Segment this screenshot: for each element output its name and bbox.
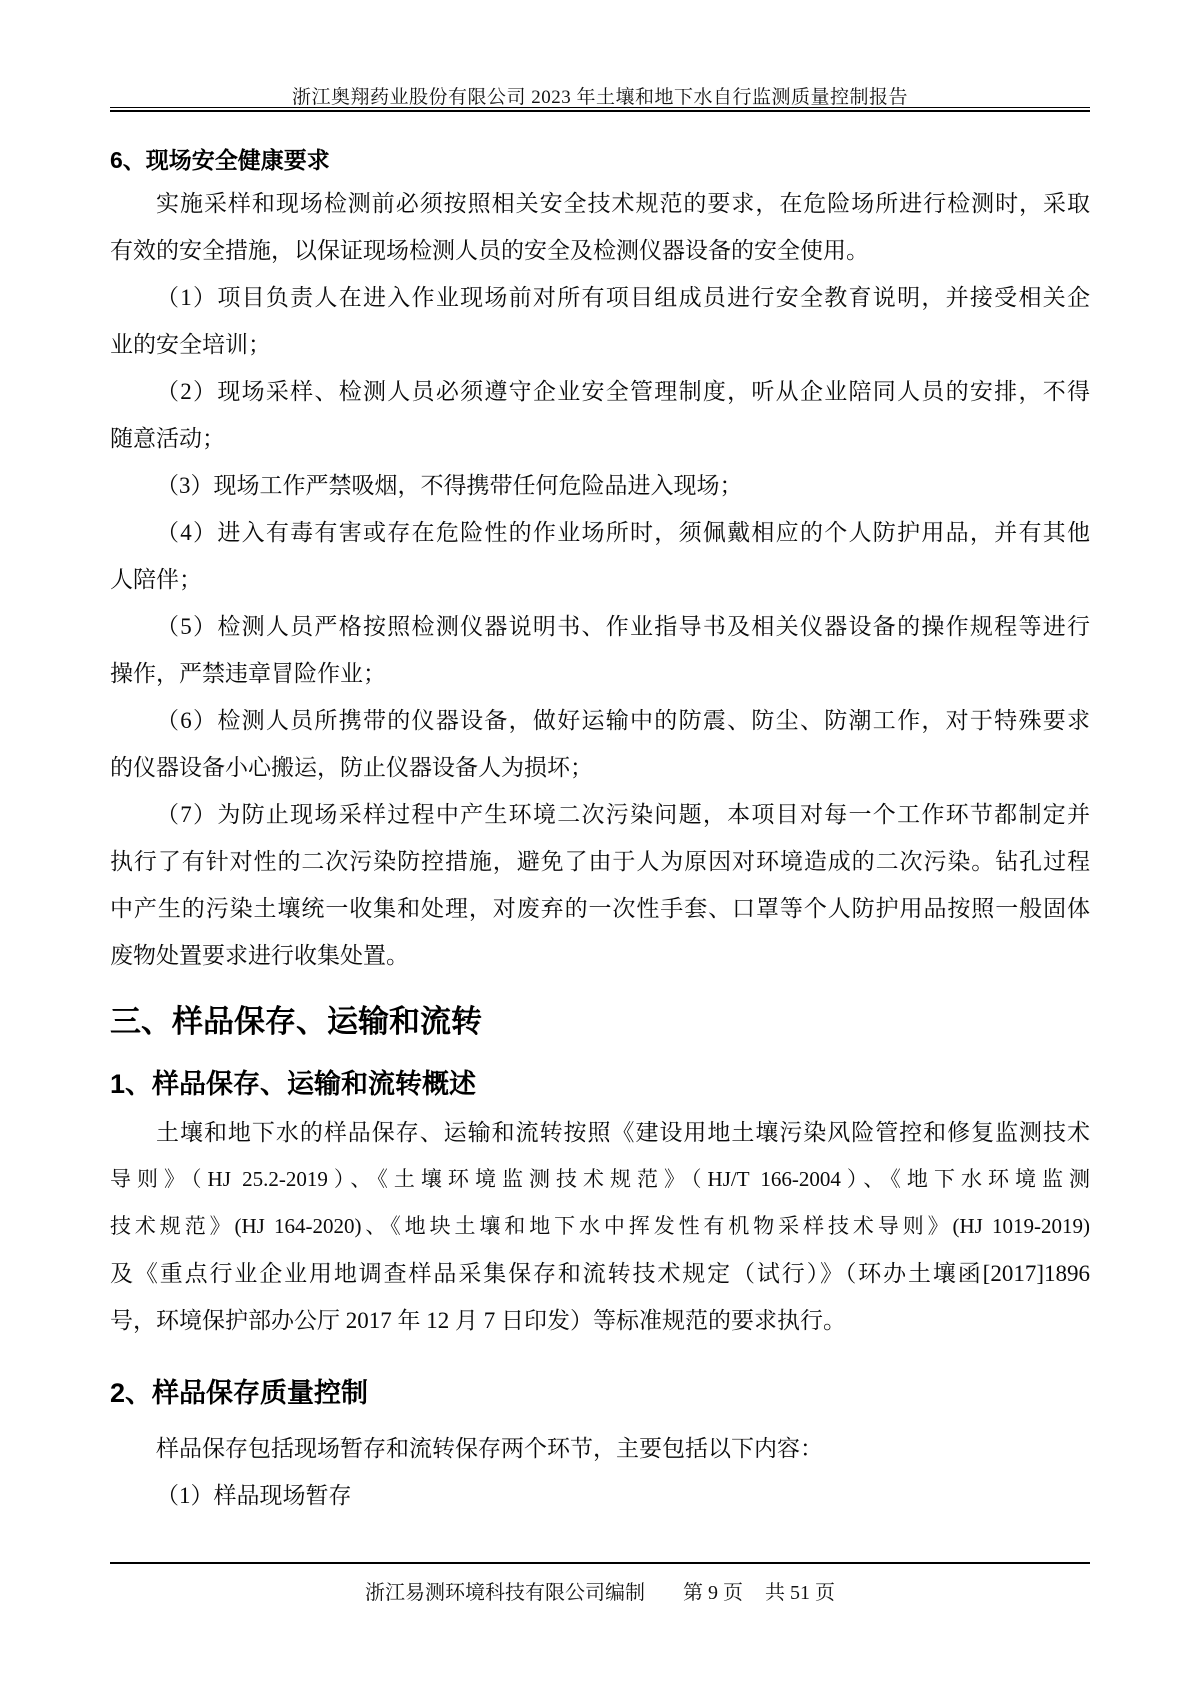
paragraph-line: 导则》（HJ 25.2-2019）、《土壤环境监测技术规范》（HJ/T 166-2004）、《地下水环境监测 xyxy=(110,1167,1090,1191)
paragraph-line: 及《重点行业企业用地调查样品采集保存和流转技术规定（试行）》（环办土壤函[2017]1896 xyxy=(110,1261,1090,1286)
page-header-title: 浙江奥翔药业股份有限公司 2023 年土壤和地下水自行监测质量控制报告 xyxy=(291,87,908,108)
paragraph-line: 的仪器设备小心搬运，防止仪器设备人为损坏； xyxy=(110,755,593,780)
paragraph-line: （1）项目负责人在进入作业现场前对所有项目组成员进行安全教育说明，并接受相关企 xyxy=(156,285,1090,310)
document-body xyxy=(110,120,1090,1519)
heading-section-6: 6、现场安全健康要求 xyxy=(110,147,330,173)
footer-page-number: 第 9 页 xyxy=(683,1582,743,1604)
paragraph-item-5 xyxy=(110,603,1090,697)
paragraph-line: 废物处置要求进行收集处置。 xyxy=(110,943,409,968)
paragraph-item-2 xyxy=(110,368,1090,462)
paragraph-storage xyxy=(110,1425,1090,1472)
paragraph-line: （6）检测人员所携带的仪器设备，做好运输中的防震、防尘、防潮工作，对于特殊要求 xyxy=(156,708,1090,733)
paragraph-line: 操作，严禁违章冒险作业； xyxy=(110,661,386,686)
paragraph-line: 实施采样和现场检测前必须按照相关安全技术规范的要求，在危险场所进行检测时，采取 xyxy=(156,191,1090,216)
paragraph-line: 技术规范》(HJ 164-2020)、《地块土壤和地下水中挥发性有机物采样技术导则》(HJ 1019-2019) xyxy=(110,1214,1090,1238)
heading-chapter-3: 三、样品保存、运输和流转 xyxy=(110,1004,482,1039)
paragraph-line: （4）进入有毒有害或存在危险性的作业场所时，须佩戴相应的个人防护用品，并有其他 xyxy=(156,520,1090,545)
paragraph-line: 人陪伴； xyxy=(110,567,202,592)
footer-total-pages: 共 51 页 xyxy=(765,1582,835,1604)
paragraph-line: （7）为防止现场采样过程中产生环境二次污染问题，本项目对每一个工作环节都制定并 xyxy=(156,802,1090,827)
paragraph-line: 号，环境保护部办公厅 2017 年 12 月 7 日印发）等标准规范的要求执行。 xyxy=(110,1308,846,1333)
heading-section-3-1: 1、样品保存、运输和流转概述 xyxy=(110,1069,477,1099)
paragraph-line: 土壤和地下水的样品保存、运输和流转按照《建设用地土壤污染风险管控和修复监测技术 xyxy=(156,1120,1090,1145)
paragraph-item-1 xyxy=(110,274,1090,368)
heading-section-3-2: 2、样品保存质量控制 xyxy=(110,1378,369,1408)
header-divider xyxy=(110,107,1090,112)
paragraph-item-7 xyxy=(110,791,1090,979)
paragraph-line: （2）现场采样、检测人员必须遵守企业安全管理制度，听从企业陪同人员的安排，不得 xyxy=(156,379,1090,404)
paragraph-line: 中产生的污染土壤统一收集和处理，对废弃的一次性手套、口罩等个人防护用品按照一般固体 xyxy=(110,896,1090,921)
paragraph-line: 样品保存包括现场暂存和流转保存两个环节，主要包括以下内容： xyxy=(156,1436,823,1461)
paragraph-intro xyxy=(110,180,1090,274)
page-footer xyxy=(110,1576,1090,1605)
paragraph-item-3 xyxy=(110,462,1090,509)
paragraph-item-6 xyxy=(110,697,1090,791)
paragraph-line: 业的安全培训； xyxy=(110,332,271,357)
paragraph-line: （1）样品现场暂存 xyxy=(156,1483,352,1508)
paragraph-line: 有效的安全措施，以保证现场检测人员的安全及检测仪器设备的安全使用。 xyxy=(110,238,869,263)
footer-compiler: 浙江易测环境科技有限公司编制 xyxy=(365,1582,645,1604)
paragraph-line: （3）现场工作严禁吸烟，不得携带任何危险品进入现场； xyxy=(156,473,743,498)
paragraph-line: （5）检测人员严格按照检测仪器说明书、作业指导书及相关仪器设备的操作规程等进行 xyxy=(156,614,1090,639)
footer-divider xyxy=(110,1562,1090,1564)
paragraph-overview xyxy=(110,1109,1090,1344)
paragraph-storage-item-1 xyxy=(110,1472,1090,1519)
paragraph-line: 随意活动； xyxy=(110,426,225,451)
paragraph-item-4 xyxy=(110,509,1090,603)
paragraph-line: 执行了有针对性的二次污染防控措施，避免了由于人为原因对环境造成的二次污染。钻孔过程 xyxy=(110,849,1090,874)
